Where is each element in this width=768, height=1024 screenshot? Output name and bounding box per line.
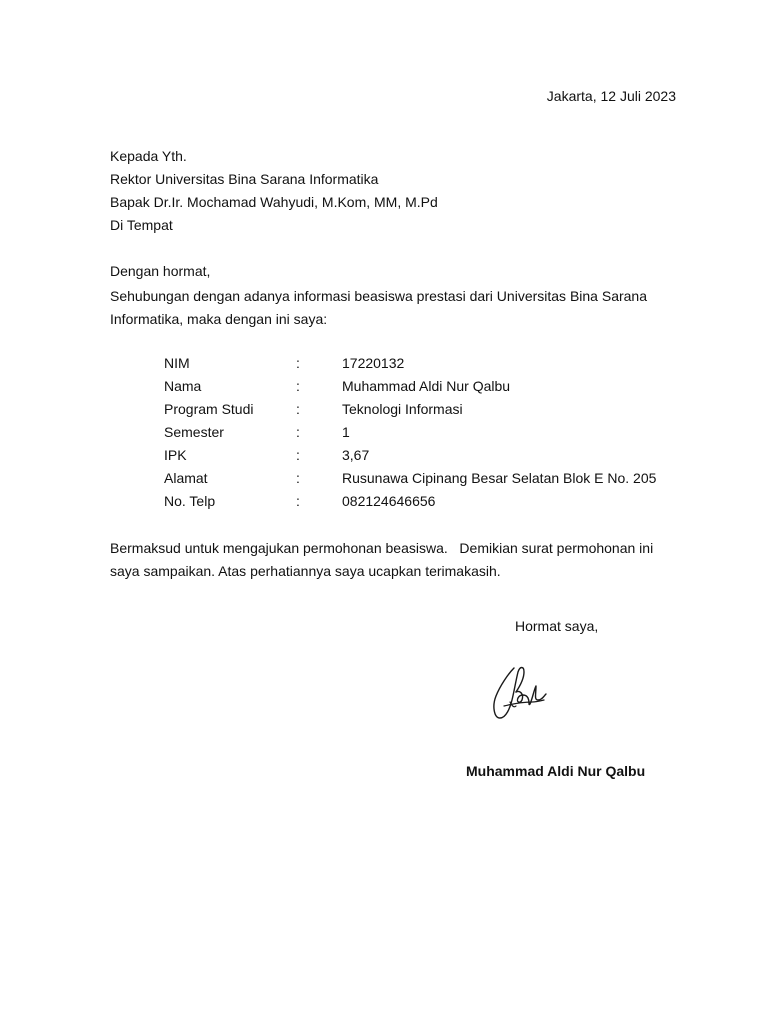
intro-line: Sehubungan dengan adanya informasi beasiswa prestasi dari Universitas Bina Sarana [110,288,647,304]
intro-paragraph [110,285,670,331]
identity-label: Program Studi [164,401,254,417]
closing-line: Bermaksud untuk mengajukan permohonan beasiswa. Demikian surat permohonan ini [110,540,654,556]
identity-value: 3,67 [342,447,370,463]
recipient-line: Bapak Dr.Ir. Mochamad Wahyudi, M.Kom, MM, M.Pd [110,194,438,210]
identity-colon: : [296,378,300,394]
identity-value: Rusunawa Cipinang Besar Selatan Blok E No. 205 [342,470,657,486]
identity-colon: : [296,401,300,417]
regards-text: Hormat saya, [515,618,599,634]
identity-colon: : [296,493,300,509]
identity-row [164,398,656,421]
identity-value: Muhammad Aldi Nur Qalbu [342,378,511,394]
identity-colon: : [296,470,300,486]
recipient-line: Rektor Universitas Bina Sarana Informatika [110,171,379,187]
salutation-text: Dengan hormat, [110,263,211,279]
closing-line: saya sampaikan. Atas perhatiannya saya ucapkan terimakasih. [110,563,501,579]
identity-colon: : [296,355,300,371]
identity-row [164,467,656,490]
recipient-line: Kepada Yth. [110,148,187,164]
identity-label: IPK [164,447,187,463]
signer-name: Muhammad Aldi Nur Qalbu [466,763,646,779]
identity-value: 1 [342,424,350,440]
recipient-line: Di Tempat [110,217,173,233]
identity-table [164,352,656,513]
identity-label: NIM [164,355,190,371]
identity-row [164,444,656,467]
letter-date: Jakarta, 12 Juli 2023 [546,88,676,104]
identity-label: No. Telp [164,493,216,509]
intro-line: Informatika, maka dengan ini saya: [110,311,328,327]
identity-value: 17220132 [342,355,405,371]
identity-label: Nama [164,378,202,394]
identity-colon: : [296,447,300,463]
identity-row [164,490,656,513]
identity-colon: : [296,424,300,440]
salutation [110,260,670,283]
identity-row [164,352,656,375]
signature-image [486,660,552,724]
identity-label: Alamat [164,470,208,486]
identity-value: Teknologi Informasi [342,401,463,417]
identity-value: 082124646656 [342,493,436,509]
identity-label: Semester [164,424,224,440]
identity-row [164,421,656,444]
closing-paragraph [110,537,670,583]
identity-row [164,375,656,398]
recipient-block [110,145,670,237]
